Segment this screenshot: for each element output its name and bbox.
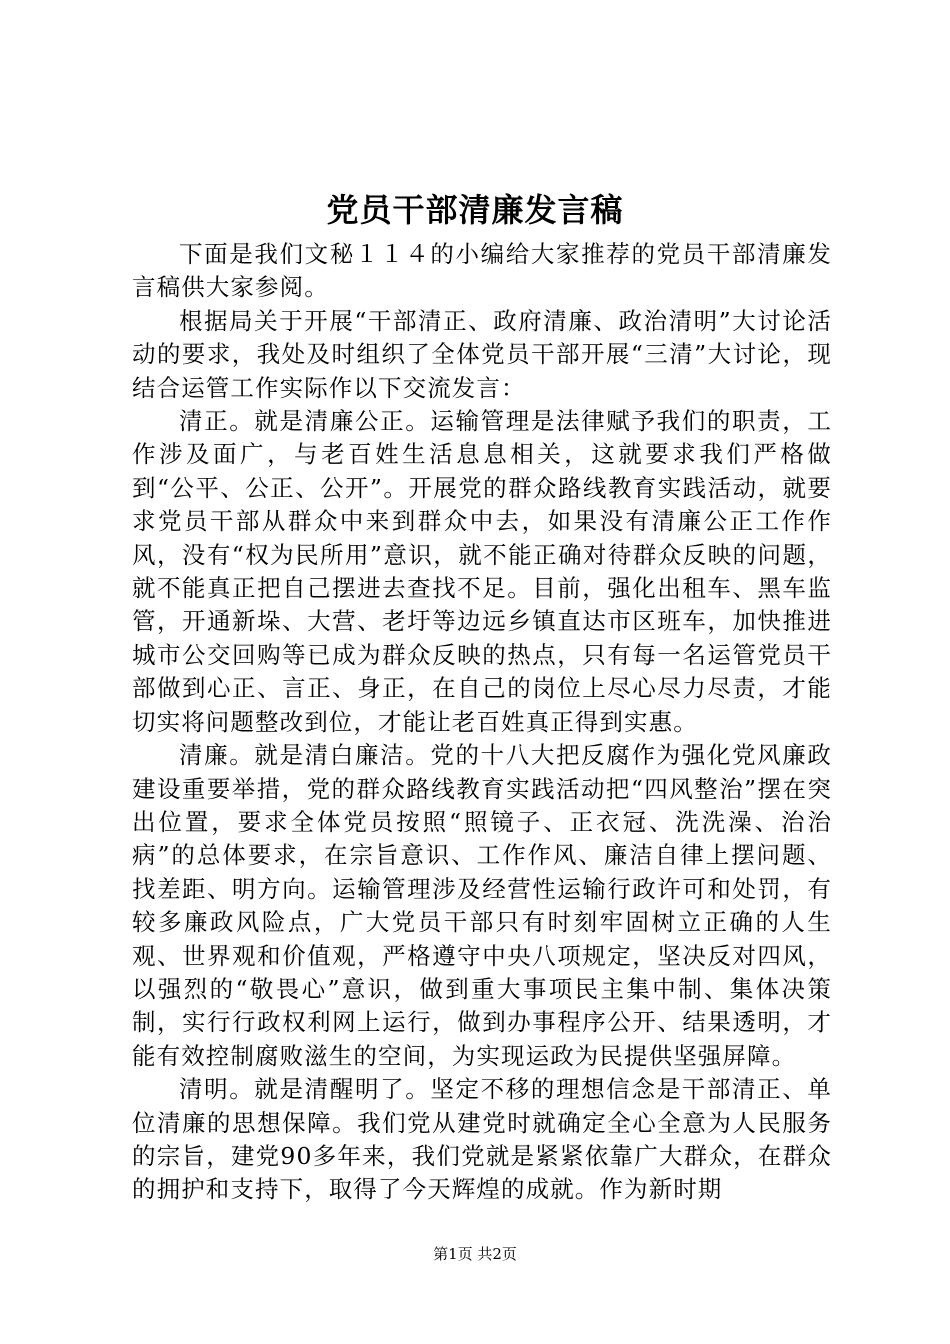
paragraph-qinglian: 清廉。就是清白廉洁。党的十八大把反腐作为强化党风廉政建设重要举措，党的群众路线教育实践活动把“四风整治”摆在突出位置，要求全体党员按照“照镜子、正衣冠、洗洗澡、治治病”的总体要求，在宗旨意识、工作作风、廉洁自律上摆问题、找差距、明方向。运输管理涉及经营性运输行政许可和处罚，有较多廉政风险点，广大党员干部只有时刻牢固树立正确的人生观、世界观和价值观，严格遵守中央八项规定，坚决反对四风，以强烈的“敬畏心”意识，做到重大事项民主集中制、集体决策制，实行行政权利网上运行，做到办事程序公开、结果透明，才能有效控制腐败滋生的空间，为实现运政为民提供坚强屏障。 [132,741,832,1070]
paragraph-intro: 下面是我们文秘１１４的小编给大家推荐的党员干部清廉发言稿供大家参阅。 [132,240,832,302]
paragraph-qingzheng: 清正。就是清廉公正。运输管理是法律赋予我们的职责，工作涉及面广，与老百姓生活息息相关，这就要求我们严格做到“公平、公正、公开”。开展党的群众路线教育实践活动，就要求党员干部从群众中来到群众中去，如果没有清廉公正工作作风，没有“权为民所用”意识，就不能正确对待群众反映的问题，就不能真正把自己摆进去查找不足。目前，强化出租车、黑车监管，开通新垛、大营、老圩等边远乡镇直达市区班车，加快推进城市公交回购等已成为群众反映的热点，只有每一名运管党员干部做到心正、言正、身正，在自己的岗位上尽心尽力尽责，才能切实将问题整改到位，才能让老百姓真正得到实惠。 [132,407,832,736]
document-title: 党员干部清廉发言稿 [326,191,624,229]
document-body [132,238,832,1207]
paragraph-qingming: 清明。就是清醒明了。坚定不移的理想信念是干部清正、单位清廉的思想保障。我们党从建党时就确定全心全意为人民服务的宗旨，建党90多年来，我们党就是紧紧依靠广大群众，在群众的拥护和支持下，取得了今天辉煌的成就。作为新时期 [132,1075,832,1204]
page-number-footer: 第1页 共2页 [433,1245,517,1263]
paragraph-background: 根据局关于开展“干部清正、政府清廉、政治清明”大讨论活动的要求，我处及时组织了全体党员干部开展“三清”大讨论，现结合运管工作实际作以下交流发言： [132,306,832,402]
